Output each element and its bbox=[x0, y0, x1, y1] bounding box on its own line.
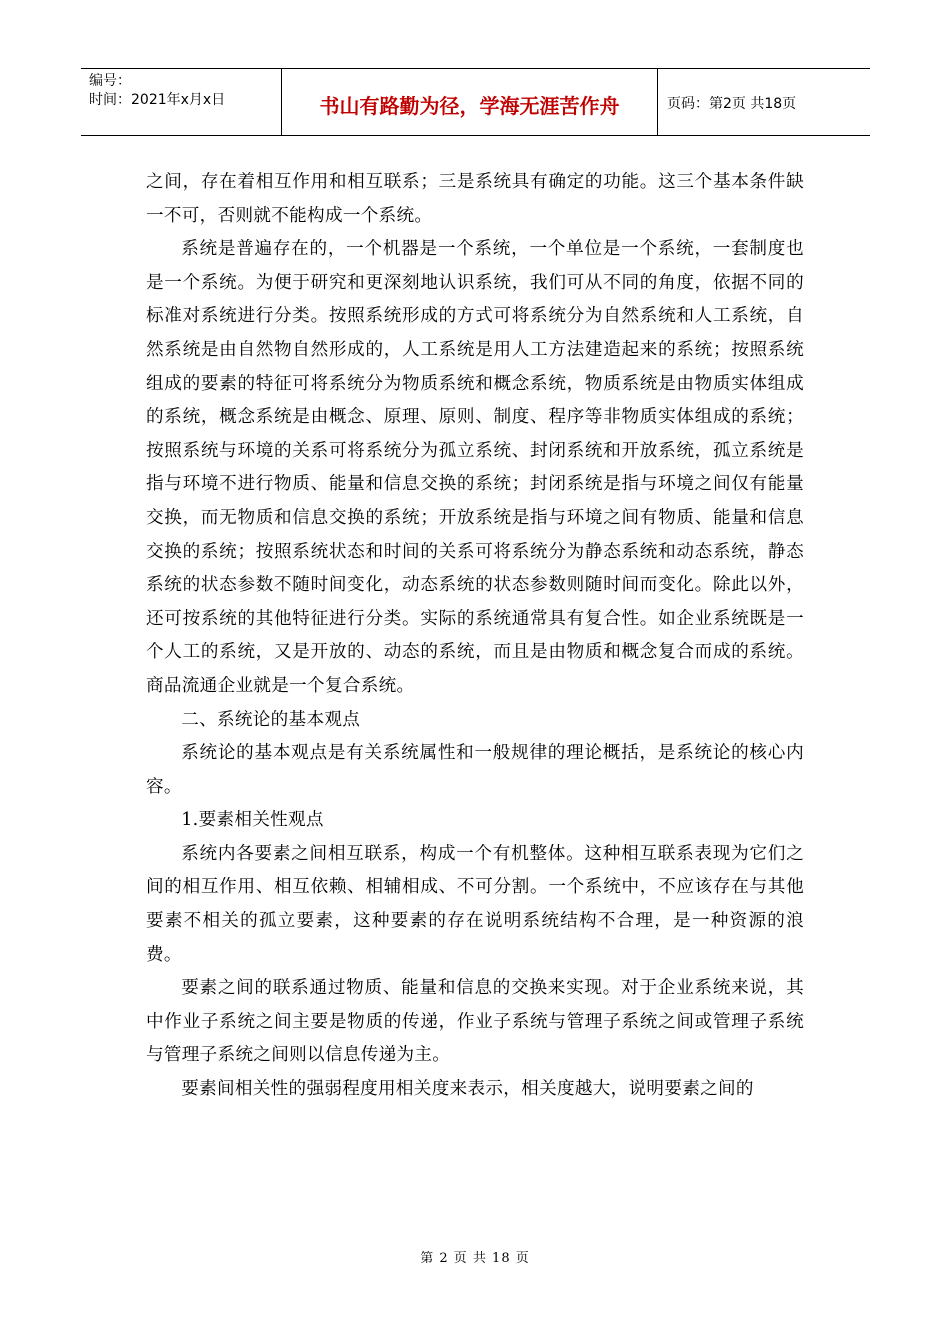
section-heading-basic-views: 二、系统论的基本观点 bbox=[181, 709, 361, 730]
document-body bbox=[146, 166, 804, 1107]
paragraph-correlation-degree: 要素间相关性的强弱程度用相关度来表示，相关度越大，说明要素之间的 bbox=[181, 1079, 754, 1100]
page-footer: 第 2 页 共 18 页 bbox=[420, 1251, 530, 1266]
header-page-info: 页码：第2页 共18页 bbox=[667, 96, 797, 112]
document-number-label: 编号： bbox=[89, 73, 131, 89]
document-time-label: 时间：2021年x月x日 bbox=[89, 92, 226, 108]
header-meta-cell bbox=[81, 69, 282, 135]
paragraph-element-correlation: 系统内各要素之间相互联系，构成一个有机整体。这种相互联系表现为它们之间的相互作用、相互依赖、相辅相成、不可分割。一个系统中，不应该存在与其他要素不相关的孤立要素，这种要素的存在说明系统结构不合理，是一种资源的浪费。 bbox=[146, 843, 804, 965]
subsection-heading-element-correlation: 1.要素相关性观点 bbox=[181, 810, 324, 831]
paragraph-element-exchange: 要素之间的联系通过物质、能量和信息的交换来实现。对于企业系统来说，其中作业子系统之间主要是物质的传递，作业子系统与管理子系统之间或管理子系统与管理子系统之间则以信息传递为主。 bbox=[146, 978, 804, 1066]
paragraph-system-classification: 系统是普遍存在的，一个机器是一个系统，一个单位是一个系统，一套制度也是一个系统。为便于研究和更深刻地认识系统，我们可从不同的角度，依据不同的标准对系统进行分类。按照系统形成的方式可将系统分为自然系统和人工系统，自然系统是由自然物自然形成的，人工系统是用人工方法建造起来的系统；按照系统组成的要素的特征可将系统分为物质系统和概念系统，物质系统是由物质实体组成的系统，概念系统是由概念、原理、原则、制度、程序等非物质实体组成的系统；按照系统与环境的关系可将系统分为孤立系统、封闭系统和开放系统，孤立系统是指与环境不进行物质、能量和信息交换的系统；封闭系统是指与环境之间仅有能量交换，而无物质和信息交换的系统；开放系统是指与环境之间有物质、能量和信息交换的系统；按照系统状态和时间的关系可将系统分为静态系统和动态系统，静态系统的状态参数不随时间变化，动态系统的状态参数则随时间而变化。除此以外，还可按系统的其他特征进行分类。实际的系统通常具有复合性。如企业系统既是一个人工的系统，又是开放的、动态的系统，而且是由物质和概念复合而成的系统。商品流通企业就是一个复合系统。 bbox=[146, 239, 804, 696]
paragraph-basic-views-intro: 系统论的基本观点是有关系统属性和一般规律的理论概括，是系统论的核心内容。 bbox=[146, 743, 804, 797]
header-motto: 书山有路勤为径，学海无涯苦作舟 bbox=[282, 69, 658, 135]
document-header bbox=[81, 68, 870, 136]
paragraph-continuation: 之间，存在着相互作用和相互联系；三是系统具有确定的功能。这三个基本条件缺一不可，否则就不能构成一个系统。 bbox=[146, 172, 804, 226]
